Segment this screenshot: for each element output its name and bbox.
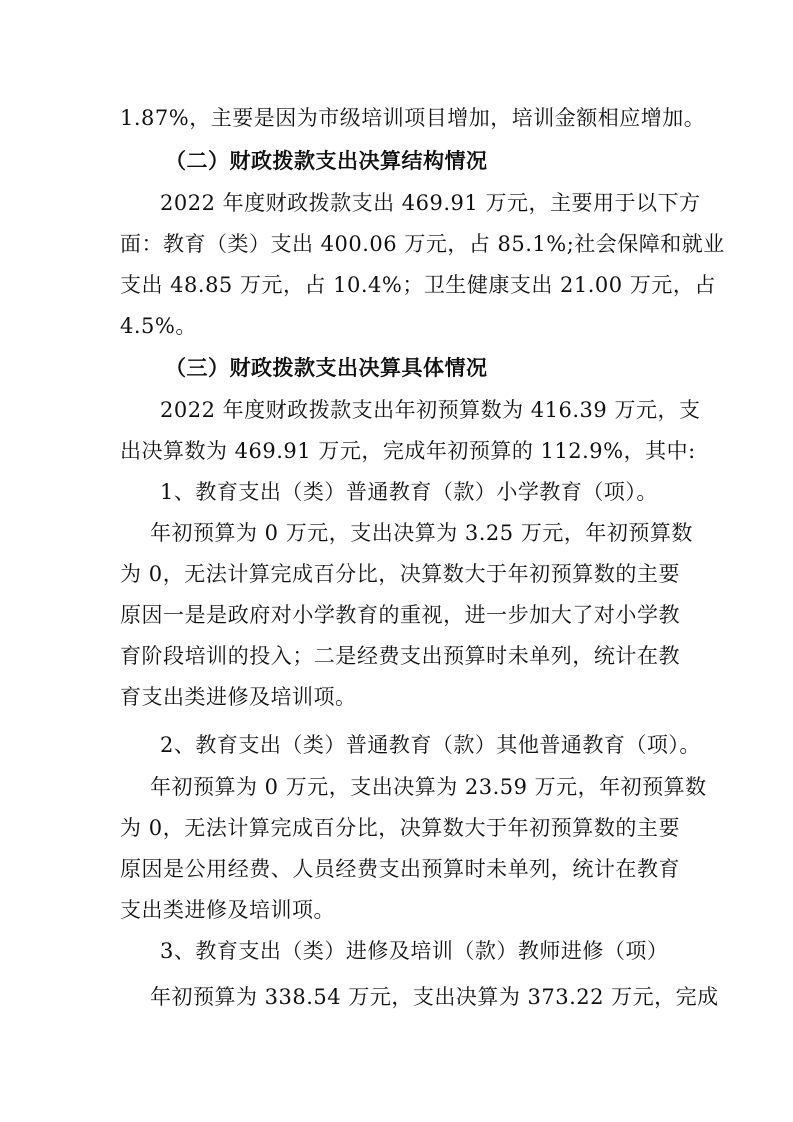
paragraph-line: 支出类进修及培训项。 (120, 898, 335, 922)
paragraph-line: 1.87%，主要是因为市级培训项目增加，培训金额相应增加。 (120, 106, 706, 130)
paragraph-line: 年初预算为 0 万元，支出决算为 3.25 万元，年初预算数 (150, 521, 693, 545)
paragraph-line: 2022 年度财政拨款支出年初预算数为 416.39 万元，支 (160, 398, 701, 422)
paragraph-line: 面：教育（类）支出 400.06 万元，占 85.1%;社会保障和就业 (120, 232, 725, 256)
paragraph-line: 为 0，无法计算完成百分比，决算数大于年初预算数的主要 (120, 562, 680, 586)
paragraph-line: 3、教育支出（类）进修及培训（款）教师进修（项） (160, 939, 669, 963)
paragraph-line: 年初预算为 338.54 万元，支出决算为 373.22 万元，完成 (150, 985, 719, 1009)
paragraph-line: 2022 年度财政拨款支出 469.91 万元，主要用于以下方 (160, 191, 701, 215)
paragraph-line: 为 0，无法计算完成百分比，决算数大于年初预算数的主要 (120, 816, 680, 840)
section-heading: （二）财政拨款支出决算结构情况 (165, 149, 488, 173)
paragraph-line: 原因是公用经费、人员经费支出预算时未单列，统计在教育 (120, 857, 680, 881)
paragraph-line: 4.5%。 (120, 314, 197, 338)
paragraph-line: 2、教育支出（类）普通教育（款）其他普通教育（项）。 (160, 733, 701, 757)
section-heading: （三）财政拨款支出决算具体情况 (165, 356, 488, 380)
paragraph-line: 原因一是是政府对小学教育的重视，进一步加大了对小学教 (120, 603, 680, 627)
paragraph-line: 育阶段培训的投入；二是经费支出预算时未单列，统计在教 (120, 644, 680, 668)
paragraph-line: 育支出类进修及培训项。 (120, 685, 357, 709)
paragraph-line: 支出 48.85 万元，占 10.4%；卫生健康支出 21.00 万元，占 (120, 273, 716, 297)
paragraph-line: 出决算数为 469.91 万元，完成年初预算的 112.9%，其中: (120, 439, 696, 463)
paragraph-line: 1、教育支出（类）普通教育（款）小学教育（项）。 (160, 480, 658, 504)
paragraph-line: 年初预算为 0 万元，支出决算为 23.59 万元，年初预算数 (150, 775, 707, 799)
